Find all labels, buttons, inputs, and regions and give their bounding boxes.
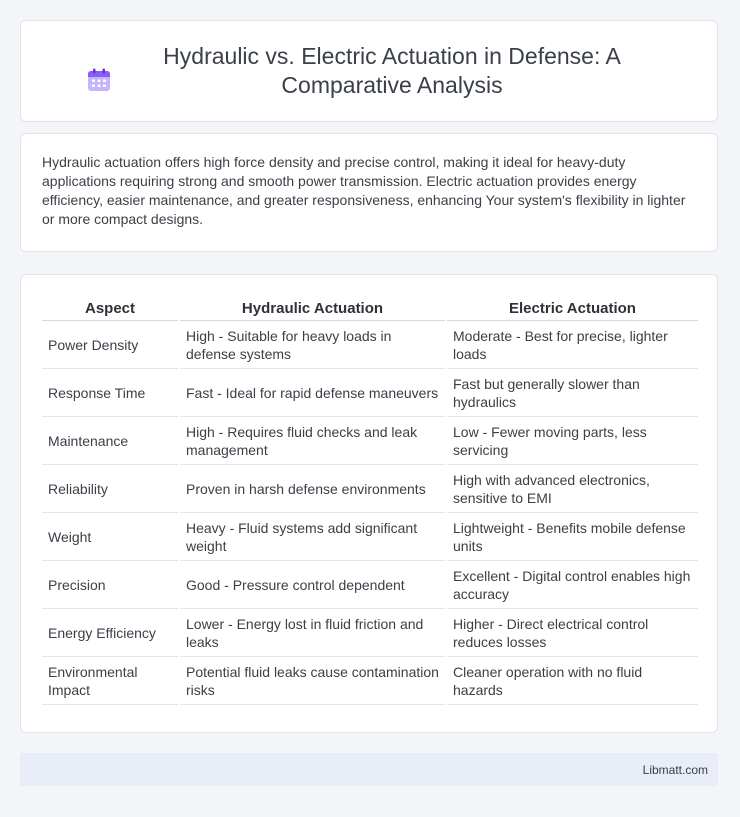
aspect-cell: Reliability bbox=[42, 465, 178, 513]
header-aspect: Aspect bbox=[42, 295, 178, 321]
table-row bbox=[42, 465, 698, 513]
table-row bbox=[42, 609, 698, 657]
intro-card bbox=[20, 133, 718, 252]
electric-cell: Low - Fewer moving parts, less servicing bbox=[447, 417, 698, 465]
aspect-cell: Energy Efficiency bbox=[42, 609, 178, 657]
aspect-cell: Response Time bbox=[42, 369, 178, 417]
table-row bbox=[42, 657, 698, 705]
comparison-table bbox=[40, 295, 700, 705]
aspect-cell: Weight bbox=[42, 513, 178, 561]
electric-cell: Moderate - Best for precise, lighter loads bbox=[447, 321, 698, 369]
table-row bbox=[42, 417, 698, 465]
electric-cell: Cleaner operation with no fluid hazards bbox=[447, 657, 698, 705]
table-header-row bbox=[42, 295, 698, 321]
table-row bbox=[42, 513, 698, 561]
table-row bbox=[42, 321, 698, 369]
footer bbox=[20, 753, 718, 786]
hydraulic-cell: High - Suitable for heavy loads in defense systems bbox=[180, 321, 445, 369]
hydraulic-cell: Heavy - Fluid systems add significant weight bbox=[180, 513, 445, 561]
electric-cell: Excellent - Digital control enables high accuracy bbox=[447, 561, 698, 609]
hydraulic-cell: Lower - Energy lost in fluid friction and leaks bbox=[180, 609, 445, 657]
electric-cell: Higher - Direct electrical control reduces losses bbox=[447, 609, 698, 657]
aspect-cell: Maintenance bbox=[42, 417, 178, 465]
page-title: Hydraulic vs. Electric Actuation in Defense: A Comparative Analysis bbox=[163, 43, 621, 98]
hydraulic-cell: High - Requires fluid checks and leak management bbox=[180, 417, 445, 465]
electric-cell: Fast but generally slower than hydraulics bbox=[447, 369, 698, 417]
footer-site-link[interactable]: Libmatt.com bbox=[642, 762, 708, 777]
hydraulic-cell: Good - Pressure control dependent bbox=[180, 561, 445, 609]
aspect-cell: Environmental Impact bbox=[42, 657, 178, 705]
title-wrap bbox=[69, 42, 669, 100]
comparison-table-card bbox=[20, 274, 718, 733]
hydraulic-cell: Potential fluid leaks cause contamination risks bbox=[180, 657, 445, 705]
electric-cell: High with advanced electronics, sensitive to EMI bbox=[447, 465, 698, 513]
table-row bbox=[42, 561, 698, 609]
hydraulic-cell: Fast - Ideal for rapid defense maneuvers bbox=[180, 369, 445, 417]
intro-paragraph: Hydraulic actuation offers high force density and precise control, making it ideal for heavy-duty applications requiring strong and smooth power transmission. Electric actuation provides energy efficiency, easier maintenance, and greater responsiveness, enhancing Your system's flexibility in lighter or more compact designs. bbox=[42, 154, 686, 227]
title-card bbox=[20, 20, 718, 122]
calendar-icon bbox=[86, 67, 112, 93]
hydraulic-cell: Proven in harsh defense environments bbox=[180, 465, 445, 513]
table-row bbox=[42, 369, 698, 417]
header-electric: Electric Actuation bbox=[447, 295, 698, 321]
aspect-cell: Precision bbox=[42, 561, 178, 609]
aspect-cell: Power Density bbox=[42, 321, 178, 369]
header-hydraulic: Hydraulic Actuation bbox=[180, 295, 445, 321]
electric-cell: Lightweight - Benefits mobile defense units bbox=[447, 513, 698, 561]
